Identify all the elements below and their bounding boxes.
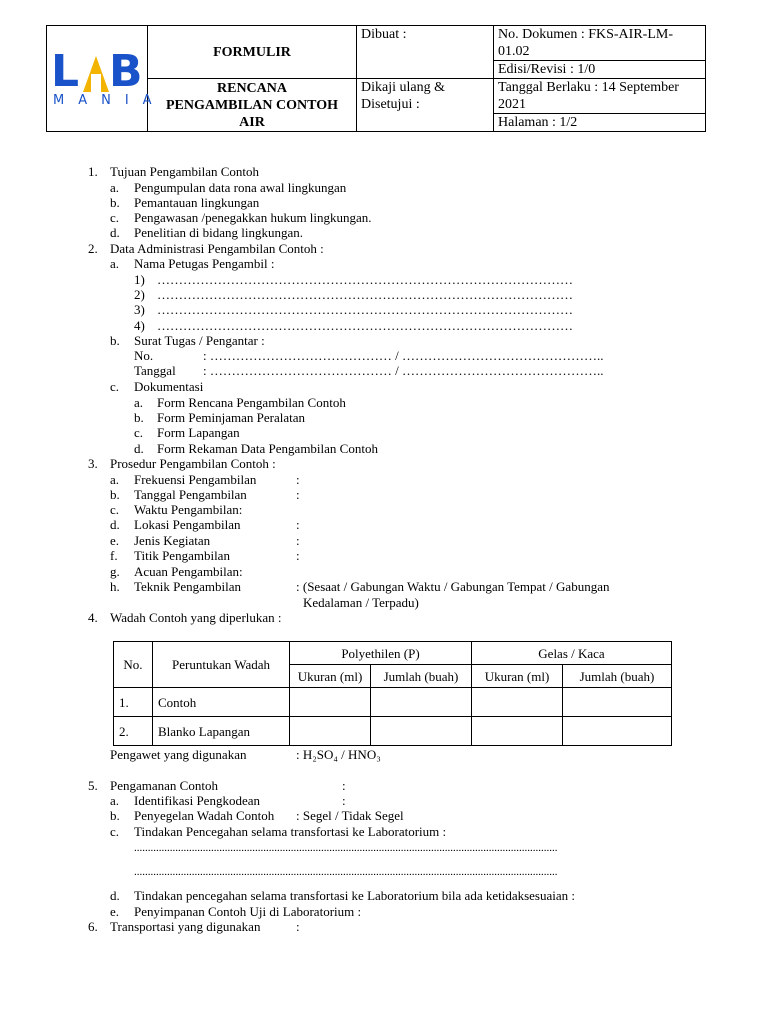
petugas-field[interactable]: …………………………………………………………………………………… xyxy=(157,302,573,317)
s2-title: Data Administrasi Pengambilan Contoh : xyxy=(110,241,324,256)
pengawet-value: : H₂SO₄ / HNO₃ xyxy=(296,747,381,762)
prosedur-item: Waktu Pengambilan: xyxy=(134,502,243,517)
s1-num: 1. xyxy=(88,164,98,179)
s4-num: 4. xyxy=(88,610,98,625)
dibuat-label: Dibuat : xyxy=(357,26,494,79)
table-cell[interactable] xyxy=(290,688,371,717)
penyegelan-label: Penyegelan Wadah Contoh xyxy=(134,808,275,823)
tanggal-berlaku: Tanggal Berlaku : 14 September 2021 xyxy=(494,79,706,114)
no-dokumen: No. Dokumen : FKS-AIR-LM- 01.02 xyxy=(494,26,706,61)
table-cell[interactable] xyxy=(371,717,472,746)
table-cell[interactable] xyxy=(472,717,563,746)
pencegahan-label: Tindakan Pencegahan selama transfortasi ke Laboratorium : xyxy=(134,824,447,839)
col-jumlah: Jumlah (buah) xyxy=(371,665,472,688)
teknik-options-cont: Kedalaman / Terpadu) xyxy=(303,595,419,610)
logo-cell xyxy=(47,26,166,132)
dikaji-label: Dikaji ulang & Disetujui : xyxy=(357,79,494,132)
col-ukuran: Ukuran (ml) xyxy=(472,665,563,688)
prosedur-item: Acuan Pengambilan: xyxy=(134,564,243,579)
halaman: Halaman : 1/2 xyxy=(494,114,706,132)
teknik-options: : (Sesaat / Gabungan Waktu / Gabungan Tempat / Gabungan xyxy=(296,579,610,594)
s1-item: Pemantauan lingkungan xyxy=(134,195,260,210)
s2-num: 2. xyxy=(88,241,98,256)
edisi-revisi: Edisi/Revisi : 1/0 xyxy=(494,61,706,79)
s4-title: Wadah Contoh yang diperlukan : xyxy=(110,610,282,625)
petugas-field[interactable]: …………………………………………………………………………………… xyxy=(157,272,573,287)
doc-item: Form Rencana Pengambilan Contoh xyxy=(157,395,346,410)
table-cell[interactable] xyxy=(371,688,472,717)
s5-title: Pengamanan Contoh xyxy=(110,778,218,793)
s1-item: Penelitian di bidang lingkungan. xyxy=(134,225,303,240)
s1-item: Pengawasan /penegakkan hukum lingkungan. xyxy=(134,210,372,225)
prosedur-value[interactable]: : xyxy=(296,548,300,563)
table-row: 1. Contoh xyxy=(114,688,672,717)
penyimpanan-label: Penyimpanan Contoh Uji di Laboratorium : xyxy=(134,904,362,919)
table-cell[interactable] xyxy=(563,688,672,717)
s1-item: Pengumpulan data rona awal lingkungan xyxy=(134,180,347,195)
logo-subtitle: MANIA xyxy=(53,92,166,108)
prosedur-value[interactable]: : xyxy=(296,487,300,502)
col-polyethilen: Polyethilen (P) xyxy=(290,642,472,665)
col-jumlah: Jumlah (buah) xyxy=(563,665,672,688)
transportasi-label: Transportasi yang digunakan xyxy=(110,919,261,934)
identifikasi-value[interactable]: : xyxy=(342,793,346,808)
s6-num: 6. xyxy=(88,919,98,934)
form-title: RENCANA PENGAMBILAN CONTOH AIR xyxy=(148,79,357,132)
pencegahan-field[interactable]: .......................................................................................................................................................... xyxy=(134,866,558,878)
table-cell[interactable] xyxy=(290,717,371,746)
identifikasi-label: Identifikasi Pengkodean xyxy=(134,793,260,808)
prosedur-item: Tanggal Pengambilan xyxy=(134,487,247,502)
table-row: 2. Blanko Lapangan xyxy=(114,717,672,746)
prosedur-item: Titik Pengambilan xyxy=(134,548,230,563)
col-peruntukan: Peruntukan Wadah xyxy=(153,642,290,688)
doc-item: Form Lapangan xyxy=(157,425,240,440)
transportasi-value[interactable]: : xyxy=(296,919,300,934)
doc-item: Form Rekaman Data Pengambilan Contoh xyxy=(157,441,378,456)
col-no: No. xyxy=(114,642,153,688)
col-gelas: Gelas / Kaca xyxy=(472,642,672,665)
wadah-table xyxy=(113,641,672,746)
surat-tugas-label: Surat Tugas / Pengantar : xyxy=(134,333,265,348)
surat-tanggal-field[interactable]: : …………………………………… / ……………………………………….. xyxy=(203,363,604,378)
ketidaksesuaian-label: Tindakan pencegahan selama transfortasi ke Laboratorium bila ada ketidaksesuaian : xyxy=(134,888,576,903)
dokumentasi-label: Dokumentasi xyxy=(134,379,204,394)
table-cell[interactable] xyxy=(472,688,563,717)
prosedur-item: Lokasi Pengambilan xyxy=(134,517,241,532)
doc-item: Form Peminjaman Peralatan xyxy=(157,410,306,425)
pengawet-label: Pengawet yang digunakan xyxy=(110,747,247,762)
petugas-field[interactable]: …………………………………………………………………………………… xyxy=(157,287,573,302)
document-header xyxy=(46,25,706,132)
s1-title: Tujuan Pengambilan Contoh xyxy=(110,164,260,179)
prosedur-value[interactable]: : xyxy=(296,517,300,532)
s3-num: 3. xyxy=(88,456,98,471)
lab-mania-logo: L B MANIA xyxy=(51,45,166,108)
surat-no-field[interactable]: : …………………………………… / ……………………………………….. xyxy=(203,348,604,363)
pencegahan-field[interactable]: .......................................................................................................................................................... xyxy=(134,842,558,854)
petugas-field[interactable]: …………………………………………………………………………………… xyxy=(157,318,573,333)
prosedur-item: Teknik Pengambilan xyxy=(134,579,242,594)
prosedur-value[interactable]: : xyxy=(296,533,300,548)
prosedur-item: Frekuensi Pengambilan xyxy=(134,472,257,487)
s3-title: Prosedur Pengambilan Contoh : xyxy=(110,456,276,471)
prosedur-value[interactable]: : xyxy=(296,472,300,487)
nama-petugas-label: Nama Petugas Pengambil : xyxy=(134,256,275,271)
formulir-label: FORMULIR xyxy=(148,26,357,79)
table-cell[interactable] xyxy=(563,717,672,746)
s5-num: 5. xyxy=(88,778,98,793)
penyegelan-options: : Segel / Tidak Segel xyxy=(296,808,404,823)
col-ukuran: Ukuran (ml) xyxy=(290,665,371,688)
prosedur-item: Jenis Kegiatan xyxy=(134,533,211,548)
